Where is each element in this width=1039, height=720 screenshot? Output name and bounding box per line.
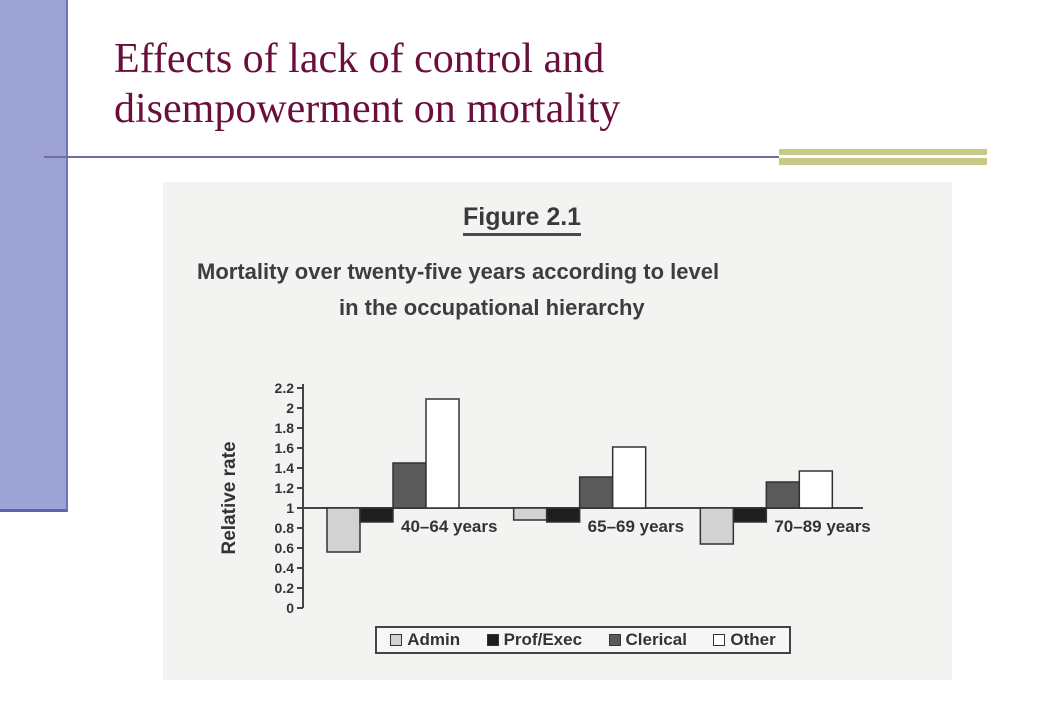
bar-other-2	[613, 447, 646, 508]
y-tick-label: 1.4	[274, 460, 294, 476]
legend-label: Clerical	[625, 630, 687, 649]
legend-swatch	[609, 634, 621, 646]
legend-item	[390, 630, 460, 650]
slide-title	[114, 34, 974, 134]
y-tick-label: 0.6	[274, 540, 294, 556]
bar-other-1	[426, 399, 459, 508]
bar-clerical-3	[766, 482, 799, 508]
legend-swatch	[713, 634, 725, 646]
bar-admin-1	[327, 508, 360, 552]
legend-label: Other	[730, 630, 776, 649]
slide-sidebar-decoration	[0, 0, 68, 512]
figure-caption-line-2: in the occupational hierarchy	[339, 295, 645, 320]
y-tick-label: 0.4	[274, 560, 294, 576]
y-tick-label: 1	[286, 500, 294, 516]
bar-admin-3	[700, 508, 733, 544]
x-category-label: 40–64 years	[401, 517, 498, 536]
bar-prof-exec-2	[547, 508, 580, 522]
y-tick-label: 2	[286, 400, 294, 416]
y-tick-label: 0.2	[274, 580, 294, 596]
legend-swatch	[487, 634, 499, 646]
y-tick-label: 0	[286, 600, 294, 616]
bar-admin-2	[514, 508, 547, 520]
slide-title-line-1: Effects of lack of control and	[114, 36, 605, 82]
legend-swatch	[390, 634, 402, 646]
bar-prof-exec-1	[360, 508, 393, 522]
legend-label: Admin	[407, 630, 461, 649]
x-category-label: 65–69 years	[587, 517, 685, 536]
title-underline	[44, 156, 782, 158]
bar-other-3	[799, 471, 832, 508]
legend-item	[487, 630, 582, 650]
y-axis-title: Relative rate	[219, 441, 240, 555]
bar-chart	[163, 182, 952, 680]
figure-caption-line-1: Mortality over twenty-five years according to level	[197, 259, 720, 284]
slide-title-line-2: disempowerment on mortality	[114, 86, 621, 132]
y-tick-label: 1.8	[274, 420, 294, 436]
legend-item	[609, 630, 687, 650]
y-tick-label: 0.8	[274, 520, 294, 536]
figure-panel	[163, 182, 952, 680]
bar-clerical-2	[580, 477, 613, 508]
chart-legend	[375, 626, 791, 654]
y-tick-label: 1.2	[274, 480, 294, 496]
y-tick-label: 2.2	[274, 380, 294, 396]
figure-label: Figure 2.1	[463, 204, 581, 236]
bar-prof-exec-3	[733, 508, 766, 522]
y-tick-label: 1.6	[274, 440, 294, 456]
bar-clerical-1	[393, 463, 426, 508]
x-category-label: 70–89 years	[774, 517, 871, 536]
legend-item	[713, 630, 775, 650]
legend-label: Prof/Exec	[503, 630, 583, 649]
title-accent-stripes	[779, 149, 987, 165]
